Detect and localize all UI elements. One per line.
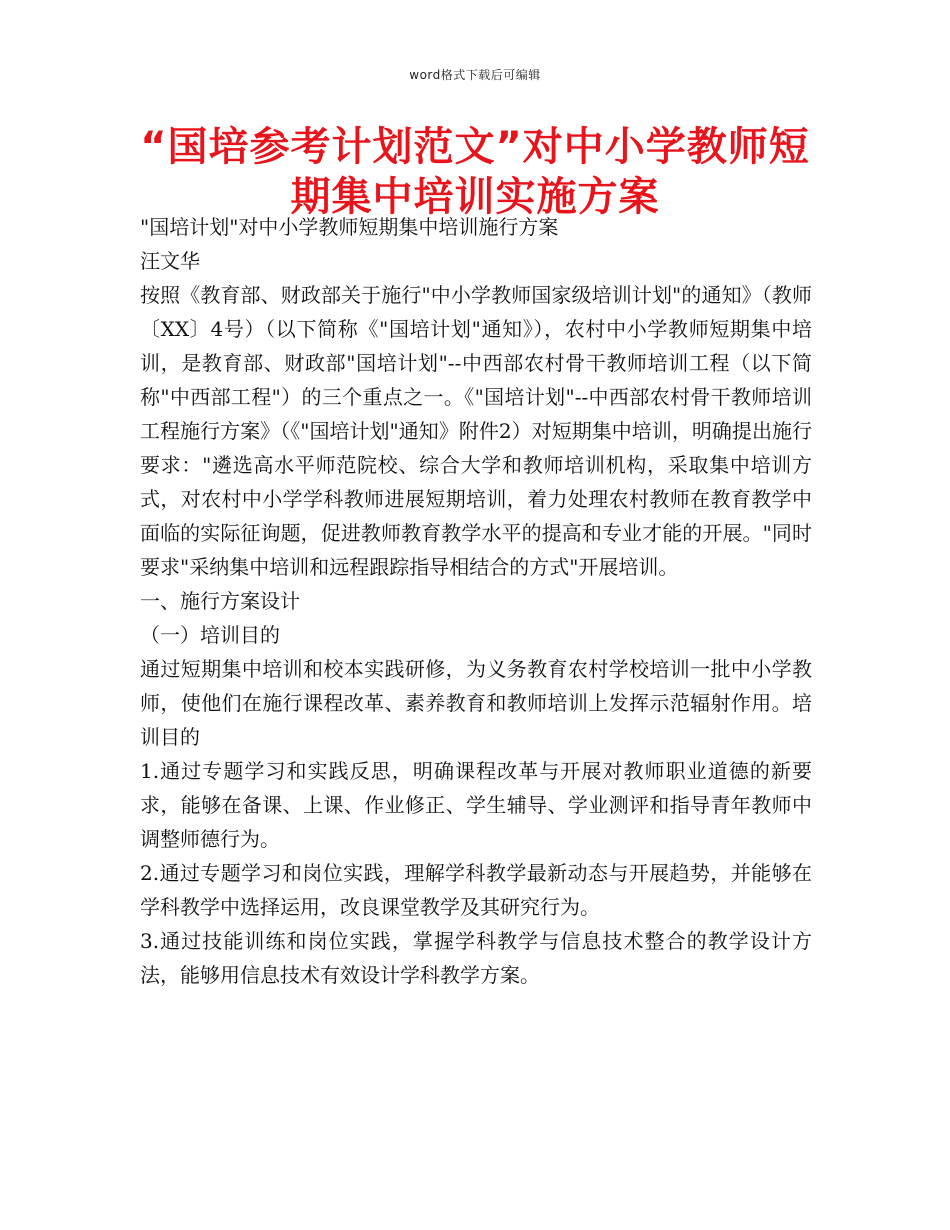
document-body	[140, 210, 812, 992]
document-title: “国培参考计划范文”对中小学教师短期集中培训实施方案	[140, 124, 810, 220]
body-heading: "国培计划"对中小学教师短期集中培训施行方案	[140, 215, 559, 239]
subsection-heading: （一）培训目的	[140, 623, 280, 647]
intro-paragraph: 按照《教育部、财政部关于施行"中小学教师国家级培训计划"的通知》（教师〔XX〕4号）（以下简称《"国培计划"通知》），农村中小学教师短期集中培训，是教育部、财政部"国培计划"--中西部农村骨干教师培训工程（以下简称"中西部工程"）的三个重点之一。《"国培计划"--中西部农村骨干教师培训工程施行方案》（《"国培计划"通知》附件2）对短期集中培训，明确提出施行要求："遴选高水平师范院校、综合大学和教师培训机构，采取集中培训方式，对农村中小学学科教师进展短期培训，着力处理农村教师在教育教学中面临的实际征询题，促进教师教育教学水平的提高和专业才能的开展。"同时要求"采纳集中培训和远程跟踪指导相结合的方式"开展培训。	[140, 283, 812, 579]
header-note: word格式下载后可编辑	[409, 68, 541, 82]
goal-item-3: 3.通过技能训练和岗位实践，掌握学科教学与信息技术整合的教学设计方法，能够用信息技术有效设计学科教学方案。	[140, 929, 812, 987]
section-heading: 一、施行方案设计	[140, 589, 300, 613]
goal-item-2: 2.通过专题学习和岗位实践，理解学科教学最新动态与开展趋势，并能够在学科教学中选择运用，改良课堂教学及其研究行为。	[140, 861, 812, 919]
goal-item-1: 1.通过专题学习和实践反思，明确课程改革与开展对教师职业道德的新要求，能够在备课、上课、作业修正、学生辅导、学业测评和指导青年教师中调整师德行为。	[140, 759, 812, 851]
author-name: 汪文华	[140, 249, 200, 273]
goal-paragraph: 通过短期集中培训和校本实践研修，为义务教育农村学校培训一批中小学教师，使他们在施行课程改革、素养教育和教师培训上发挥示范辐射作用。培训目的	[140, 657, 812, 749]
